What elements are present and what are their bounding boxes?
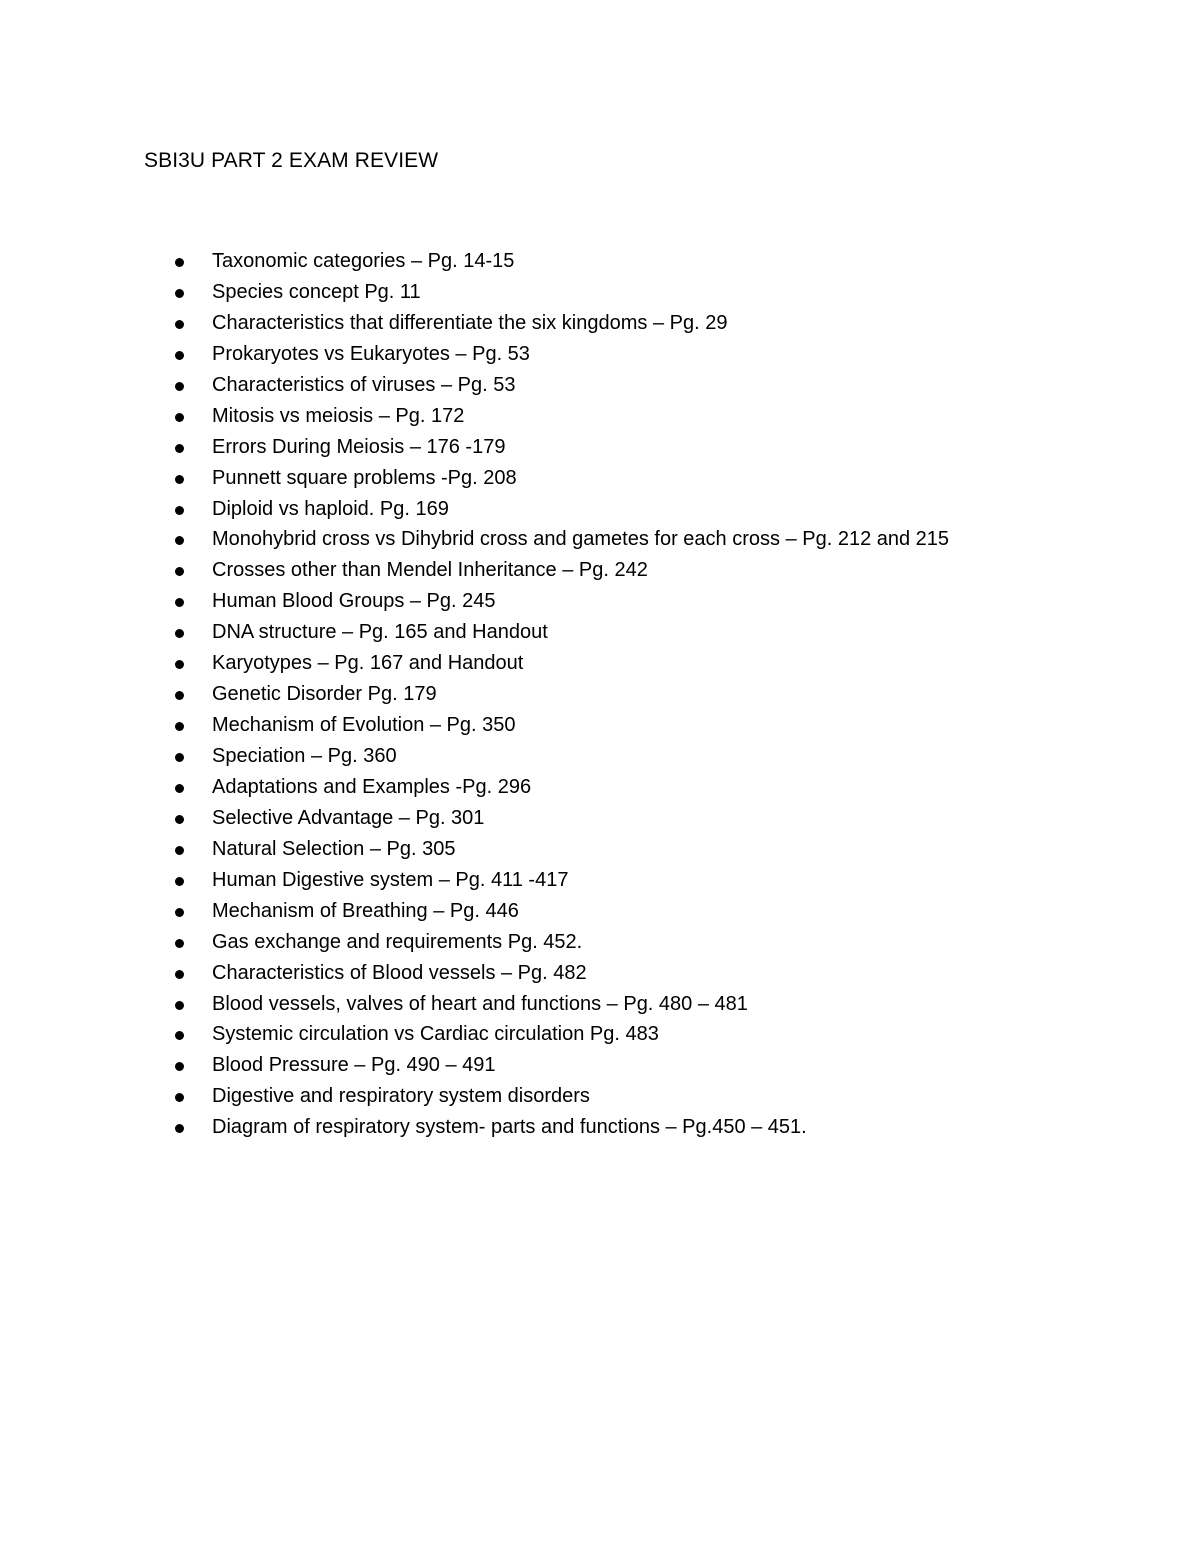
bullet-icon [175,506,184,515]
bullet-icon [175,815,184,824]
bullet-icon [175,722,184,731]
bullet-icon [175,1001,184,1010]
bullet-icon [175,753,184,762]
topic-text: Monohybrid cross vs Dihybrid cross and gametes for each cross – Pg. 212 and 215 [212,528,950,551]
topic-text: Prokaryotes vs Eukaryotes – Pg. 53 [212,342,530,365]
topic-text: Adaptations and Examples -Pg. 296 [212,775,532,798]
topic-text: Taxonomic categories – Pg. 14-15 [212,250,515,272]
bullet-icon [175,351,184,360]
topic-text: Natural Selection – Pg. 305 [212,837,456,860]
topic-text: Errors During Meiosis – 176 -179 [212,435,506,458]
topic-text: Characteristics of Blood vessels – Pg. 482 [212,961,587,984]
bullet-icon [175,1062,184,1071]
topic-text: Characteristics of viruses – Pg. 53 [212,373,516,396]
bullet-icon [175,475,184,484]
topic-text: Mechanism of Breathing – Pg. 446 [212,899,519,922]
bullet-icon [175,877,184,886]
bullet-icon [175,320,184,329]
topic-text: Crosses other than Mendel Inheritance – Pg. 242 [212,559,648,582]
bullet-icon [175,1124,184,1133]
topic-text: Human Blood Groups – Pg. 245 [212,590,496,613]
bullet-icon [175,908,184,917]
topic-text: Blood vessels, valves of heart and functions – Pg. 480 – 481 [212,992,748,1015]
topic-text: Speciation – Pg. 360 [212,745,397,767]
topic-text: Mitosis vs meiosis – Pg. 172 [212,404,465,427]
topic-text: Characteristics that differentiate the six kingdoms – Pg. 29 [212,311,728,334]
bullet-icon [175,598,184,607]
topic-text: Species concept Pg. 11 [212,280,421,303]
bullet-icon [175,536,184,545]
topic-text: Gas exchange and requirements Pg. 452. [212,930,583,953]
bullet-icon [175,444,184,453]
topic-text: Systemic circulation vs Cardiac circulation Pg. 483 [212,1023,659,1046]
bullet-icon [175,567,184,576]
bullet-icon [175,784,184,793]
topic-text: Diagram of respiratory system- parts and functions – Pg.450 – 451. [212,1116,807,1139]
bullet-icon [175,382,184,391]
bullet-icon [175,1093,184,1102]
bullet-icon [175,660,184,669]
bullet-icon [175,970,184,979]
topic-text: Human Digestive system – Pg. 411 -417 [212,868,569,891]
bullet-icon [175,846,184,855]
bullet-icon [175,691,184,700]
topic-text: Genetic Disorder Pg. 179 [212,683,437,706]
bullet-icon [175,258,184,267]
topic-text: Selective Advantage – Pg. 301 [212,806,485,829]
topic-text: Digestive and respiratory system disorders [212,1085,590,1108]
topic-text: Mechanism of Evolution – Pg. 350 [212,714,516,737]
topic-text: Karyotypes – Pg. 167 and Handout [212,652,524,675]
bullet-icon [175,289,184,298]
topic-text: Blood Pressure – Pg. 490 – 491 [212,1054,496,1077]
topic-text: DNA structure – Pg. 165 and Handout [212,621,548,644]
bullet-icon [175,413,184,422]
topic-text: Punnett square problems -Pg. 208 [212,466,517,489]
bullet-icon [175,1031,184,1040]
bullet-icon [175,629,184,638]
document-title: SBI3U PART 2 EXAM REVIEW [144,149,439,172]
topic-text: Diploid vs haploid. Pg. 169 [212,497,449,520]
bullet-icon [175,939,184,948]
